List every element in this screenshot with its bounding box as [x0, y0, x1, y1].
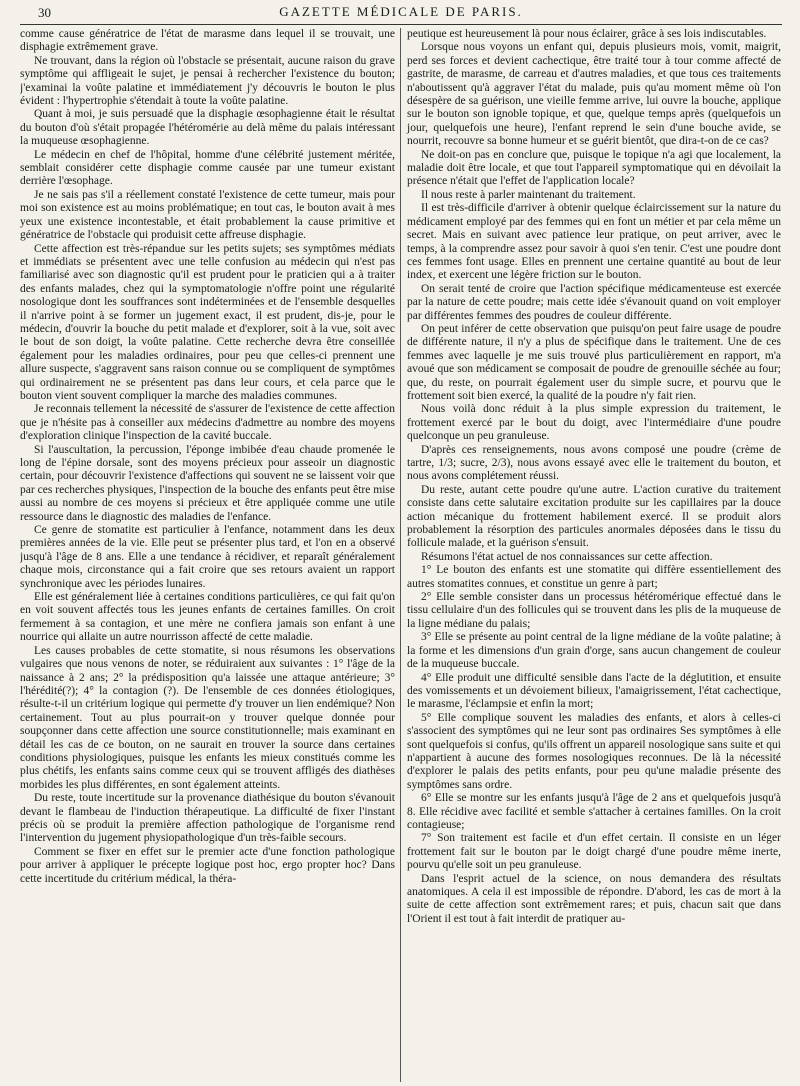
paragraph: Ce genre de stomatite est particulier à l'enfance, notamment dans les deux premières années de la vie. Elle peut se présenter plus tard, et l'on en a observé jusqu'à l'âge de 8 ans. Elle a une tendance à récidiver, et reparaît généralement chaque mois, circonstance qui a fait croire que ses retours avaient un rapport synchronique avec les périodes lunaires. [20, 524, 395, 590]
paragraph: Comment se fixer en effet sur le premier acte d'une fonction pathologique pour arriver à appliquer le précepte logique post hoc, ergo propter hoc? Dans cette incertitude du critérium médical, la théra- [20, 845, 395, 885]
paragraph: Le médecin en chef de l'hôpital, homme d'une célébrité justement méritée, semblait considérer cette disphagie comme causée par une tumeur existant derrière l'œsophage. [20, 148, 395, 188]
paragraph: Dans l'esprit actuel de la science, on nous demandera des résultats anatomiques. A cela il est impossible de répondre. D'abord, les cas de mort à la suite de cette affection sont extrêmement rares; et puis, chacun sait que dans l'Orient il est tout à fait interdit de pratiquer au- [407, 872, 781, 925]
paragraph: Cette affection est très-répandue sur les petits sujets; ses symptômes médiats et immédiats se présentent avec une telle confusion au médecin qui n'est pas familiarisé avec son diagnostic qu'il est prudent pour le praticien qui a à traiter des enfants malades, chez qui la symptomatologie n'offre point une régularité nosologique dont les souffrances sont indéterminées et de l'ensemble desquelles il n'arrive point à se former un jugement exact, il est prudent, dis-je, pour le médecin, d'ouvrir la bouche du petit malade et d'explorer, soit à la vue, soit avec le bout de son doigt, la voûte palatine. Cette recherche devra être conseillée également pour les maladies ordinaires, pour peu que celles-ci prennent une allure suspecte, s'aggravent sans raison connue ou se compliquent de symptômes qui ordinairement ne se présentent pas dans leur cours, et cela parce que le bouton vient souvent compliquer la marche des maladies communes. [20, 242, 395, 402]
paragraph: 3° Elle se présente au point central de la ligne médiane de la voûte palatine; à la forme et les dimensions d'un grain d'orge, sans aucun changement de couleur de la muqueuse buccale. [407, 631, 781, 671]
paragraph: Les causes probables de cette stomatite, si nous résumons les observations vulgaires que nous venons de noter, se réduiraient aux suivantes : 1° l'âge de la naissance à 2 ans; 2° la prédisposition qu'a laissée une attaque antérieure; 3° l'hérédité(?); 4° la contagion (?). De l'ensemble de ces données étiologiques, résulte-t-il un critérium logique qui permette d'y trouver un lien endémique? Non certainement. Tout au plus pourrait-on y trouver quelque donnée pour soupçonner dans cette affection une source constitutionnelle; mais examinant en détail les cas de ce bouton, on ne saurait en trouver la source dans certaines conditions physiologiques, puisque les enfants les mieux constitués comme les plus chétifs, les enfants sains comme ceux qui se trouvent affligés des diathèses morbides les plus différentes, en sont également atteints. [20, 644, 395, 791]
page-number: 30 [38, 5, 51, 20]
paragraph: D'après ces renseignements, nous avons composé une poudre (crème de tartre, 1/3; sucre, 2/3), nous avons essayé avec elle le traitement du bouton, et nous avons complétement réussi. [407, 443, 781, 483]
paragraph: Je reconnais tellement la nécessité de s'assurer de l'existence de cette affection que je n'hésite pas à conseiller aux médecins d'admettre au nombre des moyens d'exploration clinique l'inspection de la cavité buccale. [20, 403, 395, 443]
paragraph: 5° Elle complique souvent les maladies des enfants, et alors à celles-ci s'associent des symptômes qui ne leur sont pas ordinaires Ses symptômes à elle sont quelquefois si confus, qu'ils offrent un appareil nosologique sans suite et qui n'appartient à aucune des formes nosologiques reconnues. De là la nécessité d'explorer le palais des petits enfants, pour peu qu'une maladie présente des symptômes sans ordre. [407, 711, 781, 791]
paragraph: Si l'auscultation, la percussion, l'éponge imbibée d'eau chaude promenée le long de l'épine dorsale, sont des moyens précieux pour asseoir un diagnostic certain, pour découvrir l'existence d'affections qui souvent ne se laissent voir que par ces recherches physiques, l'inspection de la bouche des enfants peut être mise aussi au nombre de ces moyens si précieux et être appliquée comme une utile ressource dans le diagnostic des maladies de l'enfance. [20, 443, 395, 523]
left-column [20, 28, 399, 1082]
paragraph: Résumons l'état actuel de nos connaissances sur cette affection. [421, 550, 713, 563]
paragraph: On peut inférer de cette observation que puisqu'on peut faire usage de poudre de différente nature, il n'y a plus de spécifique dans le traitement. Une de ces femmes avec laquelle je me suis trouvé plus particulièrement en rapport, m'a avoué que son médicament se composait de poudre de grenouille séchée au four; que, du reste, on pourrait également user du simple sucre, et pourvu que le frottement soit bien exercé, la qualité de la poudre n'y fait rien. [407, 322, 781, 402]
paragraph: 1° Le bouton des enfants est une stomatite qui diffère essentiellement des autres stomatites connues, et constitue un genre à part; [407, 564, 781, 590]
paragraph: Ne trouvant, dans la région où l'obstacle se présentait, aucune raison du grave symptôme qui affligeait le sujet, je pensai à rechercher l'existence du bouton; j'examinai la voûte palatine et immédiatement j'y découvris le bouton le plus évident : l'hypertrophie s'étendait à toute la voûte palatine. [20, 54, 395, 108]
paragraph: peutique est heureusement là pour nous éclairer, grâce à ses lois indiscutables. [407, 28, 767, 40]
text-columns [20, 28, 782, 1082]
paragraph: Lorsque nous voyons un enfant qui, depuis plusieurs mois, vomit, maigrit, perd ses forces et devient cachectique, être traité tour à tour comme affecté de gastrite, de marasme, de carreau et d'autres maladies, et que tous ces traitements n'aboutissent qu'à aggraver l'état du malade, puis qu'au moment même où l'on désespère de sa guérison, une vieille femme arrive, lui ouvre la bouche, applique sur le bouton son ignoble topique, et que, quelque temps après (quelquefois un jour, quelquefois une heure), l'enfant reprend le sein d'une bouche avide, se nourrit, recouvre sa bonne humeur et se guérit bientôt, que dira-t-on de ce cas? [407, 41, 781, 148]
journal-title: GAZETTE MÉDICALE DE PARIS. [279, 4, 523, 19]
paragraph: Je ne sais pas s'il a réellement constaté l'existence de cette tumeur, mais pour moi son existence est au moins problématique; en tout cas, le bouton avait à mes yeux une existence incontestable, et était probablement la cause primitive et génératrice de l'obstacle qui produisit cette affreuse disphagie. [20, 188, 395, 242]
paragraph: 7° Son traitement est facile et d'un effet certain. Il consiste en un léger frottement fait sur le bouton par le doigt chargé d'une poudre même inerte, pourvu qu'elle soit un peu granuleuse. [407, 832, 781, 872]
paragraph: On serait tenté de croire que l'action spécifique médicamenteuse est exercée par la nature de cette poudre; mais cette idée s'évanouit quand on voit employer par différentes femmes des poudres de couleur différente. [407, 282, 781, 322]
column-divider [400, 28, 401, 1082]
paragraph: Ne doit-on pas en conclure que, puisque le topique n'a agi que localement, la maladie doit être locale, et que tout l'appareil symptomatique qui en dévoilait la présence n'était que l'effet de l'application locale? [407, 148, 781, 188]
paragraph: Nous voilà donc réduit à la plus simple expression du traitement, le frottement exercé par le bout du doigt, avec l'intermédiaire d'une poudre quelconque un peu granuleuse. [407, 403, 781, 443]
paragraph: Il nous reste à parler maintenant du traitement. [421, 188, 636, 201]
paragraph: Elle est généralement liée à certaines conditions particulières, ce qui fait qu'on en voit souvent affectés tous les jeunes enfants de certaines familles. On croit fermement à sa contagion, et une mère ne confiera jamais son enfant à une nourrice qui allaite un autre nourrisson affecté de cette maladie. [20, 591, 395, 644]
paragraph: 4° Elle produit une difficulté sensible dans l'acte de la déglutition, et ensuite des vomissements et un dévoiement bilieux, l'amaigrissement, l'état cachectique, le marasme, l'éclampsie et enfin la mort; [407, 671, 781, 711]
paragraph: Il est très-difficile d'arriver à obtenir quelque éclaircissement sur la nature du médicament employé par des femmes qui en font un métier et par cela même un secret. Mais en suivant avec patience leur pratique, on peut arriver, avec le temps, à la comprendre assez pour savoir à quoi s'en tenir. C'est une poudre dont ces femmes font usage. Elles en prennent une certaine quantité au bout de leur index, et exercent une légère friction sur le bouton. [407, 202, 781, 282]
paragraph: Quant à moi, je suis persuadé que la disphagie œsophagienne était le résultat du bouton d'où s'était propagée l'hétéromérie au delà même du palais intéressant la muqueuse œsophagienne. [20, 108, 395, 148]
paragraph: Du reste, autant cette poudre qu'une autre. L'action curative du traitement consiste dans cette salutaire excitation produite sur les capillaires par la douce action mécanique du frottement habilement exercé. Il se produit alors probablement la résorption des particules anormales déposées dans le tissu du follicule malade, et la guérison s'ensuit. [407, 483, 781, 550]
right-column [402, 28, 781, 1082]
paragraph: Du reste, toute incertitude sur la provenance diathésique du bouton s'évanouit devant le flambeau de l'induction thérapeutique. La difficulté de fixer l'instant précis où se produit la première affection pathologique de l'organisme rend l'intervention du jugement physiopathologique d'un très-faible secours. [20, 792, 395, 845]
paragraph: 2° Elle semble consister dans un processus hétéromérique effectué dans le tissu cellulaire d'un des follicules qui se trouvent dans les plis de la muqueuse de la ligne médiane du palais; [407, 591, 781, 630]
page-header [20, 0, 782, 25]
paragraph: comme cause génératrice de l'état de marasme dans lequel il se trouvait, une disphagie extrêmement grave. [20, 28, 395, 54]
paragraph: 6° Elle se montre sur les enfants jusqu'à l'âge de 2 ans et quelquefois jusqu'à 8. Elle récidive avec facilité et semble s'attacher à certaines familles. On la croit contagieuse; [407, 792, 781, 831]
